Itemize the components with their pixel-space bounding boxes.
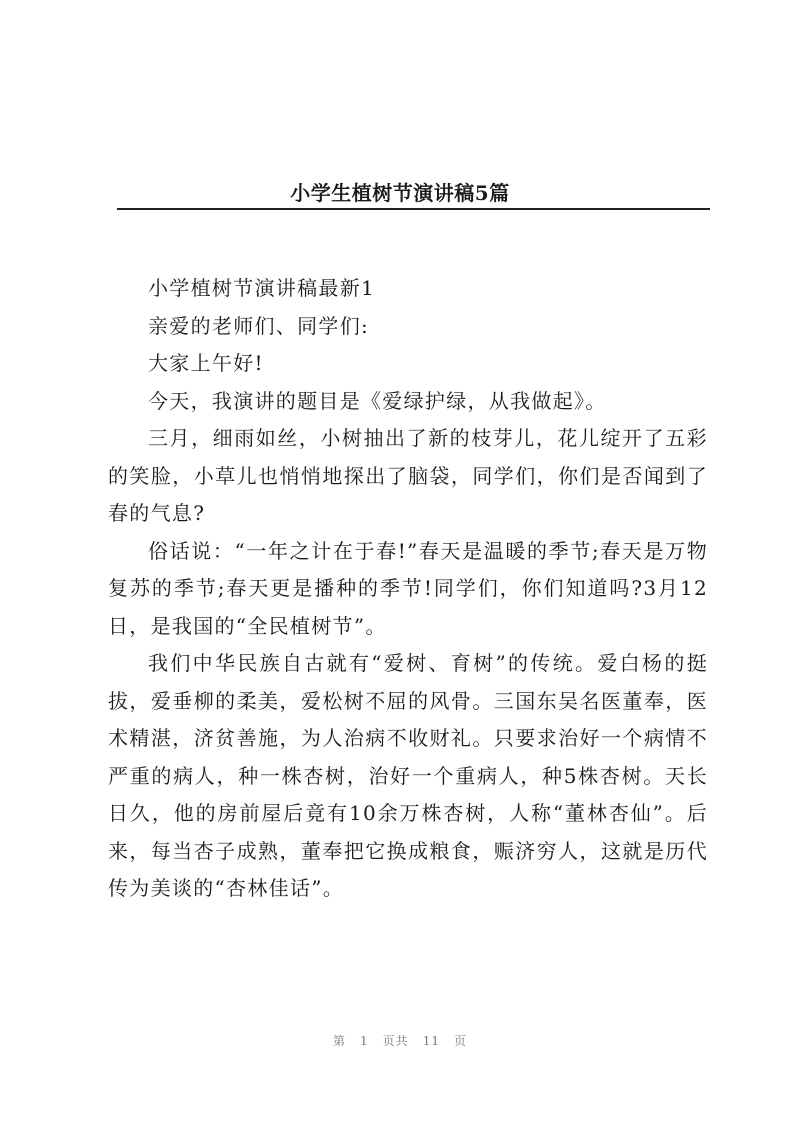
greeting: 大家上午好! xyxy=(148,351,264,375)
speech-heading: 小学植树节演讲稿最新1 xyxy=(148,276,376,300)
footer-label-page: 第 xyxy=(333,1034,347,1048)
body-paragraph: 三月，细雨如丝，小树抽出了新的枝芽儿，花儿绽开了五彩的笑脸，小草儿也悄悄地探出了脑袋，同学们，你们是否闻到了春的气息? xyxy=(108,426,708,525)
footer-label-pages: 页 xyxy=(453,1034,467,1048)
body-paragraph: 俗话说：“一年之计在于春!”春天是温暖的季节;春天是万物复苏的季节;春天更是播种的季节!同学们，你们知道吗?3月12日，是我国的“全民植树节”。 xyxy=(108,538,708,638)
title-underline xyxy=(117,208,710,210)
page-footer xyxy=(0,1032,800,1049)
document-title: 小学生植树节演讲稿5篇 xyxy=(290,181,510,206)
document-body xyxy=(108,270,708,908)
body-paragraph: 我们中华民族自古就有“爱树、育树”的传统。爱白杨的挺拔，爱垂柳的柔美，爱松树不屈的风骨。三国东吴名医董奉，医术精湛，济贫善施，为人治病不收财礼。只要求治好一个病情不严重的病人，种一株杏树，治好一个重病人，种5株杏树。天长日久，他的房前屋后竟有10余万株杏树，人称“董林杏仙”。后来，每当杏子成熟，董奉把它换成粮食，赈济穷人，这就是历代传为美谈的“杏林佳话”。 xyxy=(108,651,708,900)
total-pages: 11 xyxy=(422,1034,440,1048)
footer-label-of: 页共 xyxy=(382,1034,409,1048)
topic-paragraph: 今天，我演讲的题目是《爱绿护绿，从我做起》。 xyxy=(148,388,607,413)
current-page-number: 1 xyxy=(360,1034,369,1048)
salutation: 亲爱的老师们、同学们: xyxy=(148,313,370,338)
